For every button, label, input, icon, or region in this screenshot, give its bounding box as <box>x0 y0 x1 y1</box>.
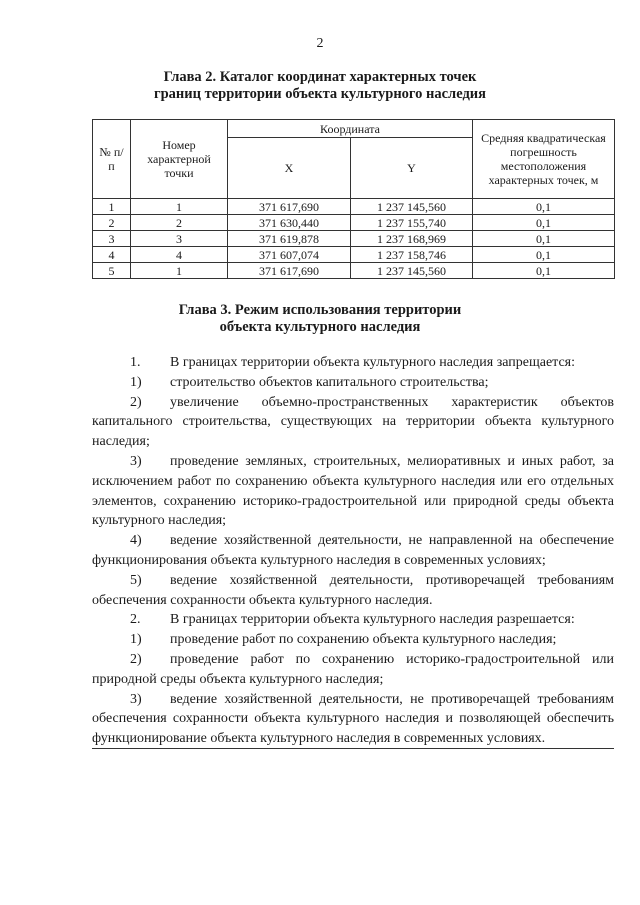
paragraph-text: проведение работ по сохранению объекта культурного наследия; <box>170 632 557 648</box>
paragraph <box>92 393 614 452</box>
cell-y: 1 237 168,969 <box>351 231 473 247</box>
chapter-3-title-line-2: объекта культурного наследия <box>219 319 421 335</box>
paragraph-number: 1) <box>130 632 142 648</box>
paragraph-text: проведение работ по сохранению историко-градостроительной или природной среды объекта культурного наследия; <box>92 651 614 687</box>
cell-point: 1 <box>131 263 228 279</box>
paragraph-number: 3) <box>130 453 142 469</box>
paragraph-text: В границах территории объекта культурного наследия запрещается: <box>170 355 576 370</box>
paragraph-number: 1) <box>130 374 142 390</box>
paragraph-text: строительство объектов капитального строительства; <box>170 374 489 390</box>
paragraph-number: 5) <box>130 572 142 588</box>
regime-text <box>92 353 614 749</box>
paragraph-number: 2. <box>130 612 141 628</box>
paragraph-text: В границах территории объекта культурного наследия разрешается: <box>170 612 575 628</box>
chapter-2-heading <box>0 69 640 103</box>
paragraph <box>92 690 614 749</box>
header-x: X <box>228 138 351 199</box>
bottom-divider <box>92 748 614 749</box>
cell-x: 371 617,690 <box>228 263 351 279</box>
cell-point: 1 <box>131 199 228 215</box>
header-num: № п/п <box>93 120 131 199</box>
cell-num: 4 <box>93 247 131 263</box>
paragraph <box>92 610 614 630</box>
paragraph-number: 4) <box>130 533 142 549</box>
paragraph <box>92 571 614 611</box>
header-coordinate: Координата <box>228 120 473 138</box>
cell-point: 4 <box>131 247 228 263</box>
chapter-3-title-line-1: Глава 3. Режим использования территории <box>178 302 462 318</box>
cell-error: 0,1 <box>473 247 615 263</box>
cell-error: 0,1 <box>473 231 615 247</box>
paragraph <box>92 353 614 373</box>
paragraph-text: ведение хозяйственной деятельности, не противоречащей требованиям обеспечения сохранности объекта культурного наследия и позволяющей обеспечить функционирование объекта культурного наследия в современных условиях. <box>92 691 614 747</box>
table-row <box>93 263 615 279</box>
paragraph <box>92 531 614 571</box>
paragraph <box>92 650 614 690</box>
paragraph-number: 2) <box>130 394 142 410</box>
paragraph <box>92 373 614 393</box>
paragraph-text: проведение земляных, строительных, мелиоративных и иных работ, за исключением работ по сохранению объекта культурного наследия или его отдельных элементов, сохранению историко-градостроительной или природной среды объекта культурного наследия; <box>92 453 614 529</box>
table-row <box>93 231 615 247</box>
paragraph <box>92 630 614 650</box>
paragraph-number: 1. <box>130 355 141 370</box>
cell-num: 1 <box>93 199 131 215</box>
cell-y: 1 237 158,746 <box>351 247 473 263</box>
cell-y: 1 237 155,740 <box>351 215 473 231</box>
paragraph-text: увеличение объемно-пространственных характеристик объектов капитального строительства, существующих на территории объекта культурного наследия; <box>92 394 614 450</box>
paragraph <box>92 452 614 531</box>
table-row <box>93 247 615 263</box>
cell-point: 2 <box>131 215 228 231</box>
cell-x: 371 619,878 <box>228 231 351 247</box>
header-error: Средняя квадратическая погрешность местоположения характерных точек, м <box>473 120 615 199</box>
chapter-3-heading <box>0 302 640 336</box>
paragraph-text: ведение хозяйственной деятельности, не направленной на обеспечение функционирования объекта культурного наследия в современных условиях; <box>92 533 614 568</box>
cell-x: 371 630,440 <box>228 215 351 231</box>
header-point-number: Номер характерной точки <box>131 120 228 199</box>
coordinates-table <box>92 119 615 279</box>
table-row <box>93 215 615 231</box>
cell-point: 3 <box>131 231 228 247</box>
chapter-2-title-line-2: границ территории объекта культурного наследия <box>154 86 486 102</box>
paragraph-number: 3) <box>130 691 142 707</box>
header-y: Y <box>351 138 473 199</box>
cell-error: 0,1 <box>473 215 615 231</box>
table-row <box>93 199 615 215</box>
paragraph-number: 2) <box>130 651 142 667</box>
cell-error: 0,1 <box>473 199 615 215</box>
cell-x: 371 617,690 <box>228 199 351 215</box>
cell-x: 371 607,074 <box>228 247 351 263</box>
cell-y: 1 237 145,560 <box>351 263 473 279</box>
cell-num: 2 <box>93 215 131 231</box>
cell-num: 5 <box>93 263 131 279</box>
cell-num: 3 <box>93 231 131 247</box>
cell-y: 1 237 145,560 <box>351 199 473 215</box>
paragraph-text: ведение хозяйственной деятельности, противоречащей требованиям обеспечения сохранности объекта культурного наследия. <box>92 572 614 608</box>
page-number: 2 <box>316 36 324 51</box>
chapter-2-title-line-1: Глава 2. Каталог координат характерных точек <box>163 69 477 85</box>
cell-error: 0,1 <box>473 263 615 279</box>
